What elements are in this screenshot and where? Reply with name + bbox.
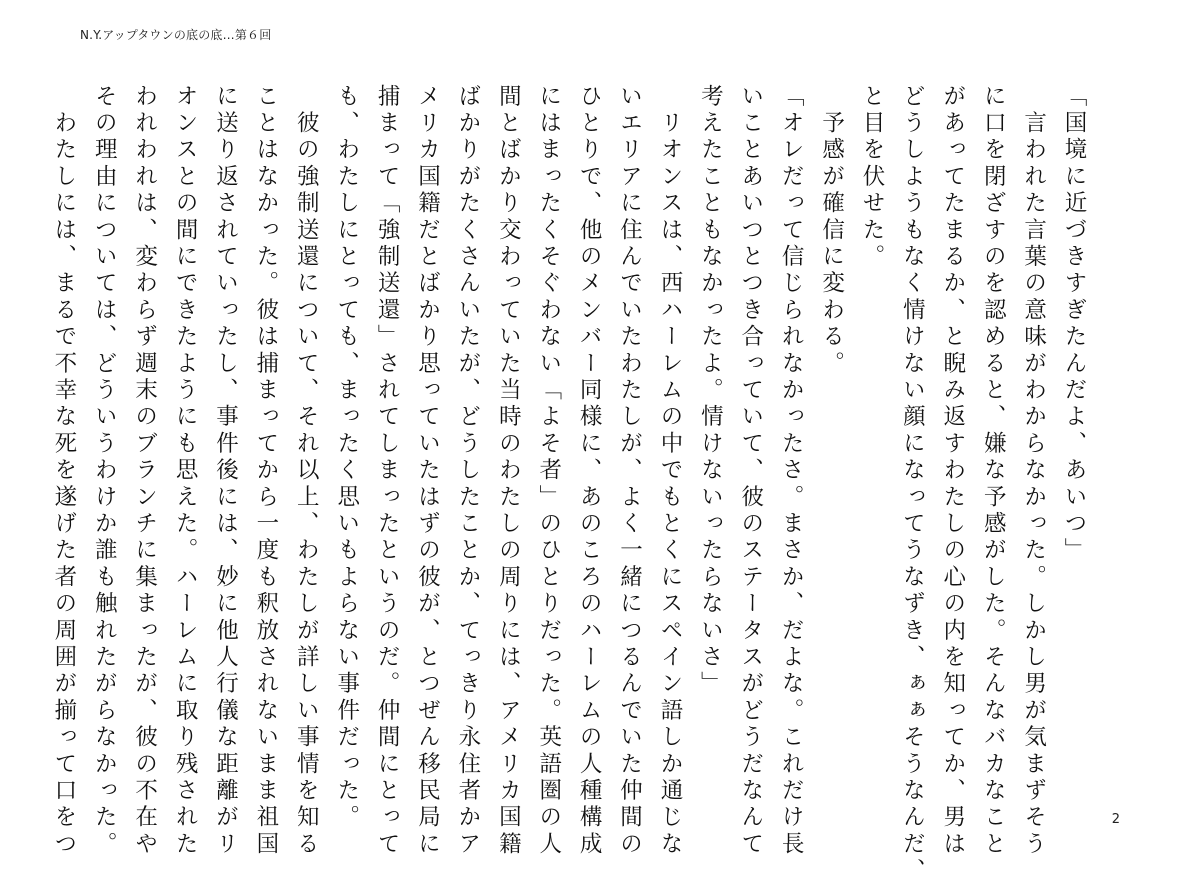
paragraph: わたしには、まるで不幸な死を遂げた者の周囲が揃って口をつ bbox=[50, 84, 77, 859]
paragraph: 予感が確信に変わる。 bbox=[818, 84, 845, 378]
paragraph: 言われた言葉の意味がわからなかった。しかし男が気まずそう に口を閉ざすのを認めると、嫌な予感がした。そんなバカなこと があってたまるか、と睨み返すわたしの心の内を知ってか、男は どうしようもなく情けない顔になってうなずき、ぁぁそうなんだ、 と目を伏せた。 bbox=[858, 84, 1047, 885]
running-header: N.Y.アップタウンの底の底…第６回 bbox=[80, 28, 272, 42]
paragraph: リオンスは、西ハーレムの中でもとくにスペイン語しか通じな いエリアに住んでいたわたしが、よく一緒につるんでいた仲間の ひとりで、他のメンバー同様に、あのころのハーレムの人種構成 にはまったくそぐわない「よそ者」のひとりだった。英語圏の人 間とばかり交わっていた当時のわたしの周りには、アメリカ国籍 ばかりがたくさんいたが、どうしたことか、てっきり永住者かア メリカ国籍だとばかり思っていたはずの彼が、とつぜん移民局に 捕まって「強制送還」されてしまったというのだ。仲間にとって も、わたしにとっても、まったく思いもよらない事件だった。 bbox=[333, 84, 683, 859]
body-text bbox=[50, 84, 1094, 885]
paragraph: 彼の強制送還について、それ以上、わたしが詳しい事情を知る ことはなかった。彼は捕まってから一度も釈放されないまま祖国 に送り返されていったし、事件後には、妙に他人行儀な距離がリ オンスとの間にできたようにも思えた。ハーレムに取り残された われわれは、変わらず週末のブランチに集まったが、彼の不在や その理由については、どういうわけか誰も触れたがらなかった。 bbox=[91, 84, 320, 859]
page-number: 2 bbox=[1111, 812, 1120, 827]
paragraph: 「オレだって信じられなかったさ。まさか、だよな。これだけ長 いことあいつとつき合っていて、彼のステータスがどうだなんて 考えたこともなかったよ。情けないったらないさ」 bbox=[697, 84, 805, 859]
paragraph: 「国境に近づきすぎたんだよ、あいつ」 bbox=[1061, 84, 1087, 565]
